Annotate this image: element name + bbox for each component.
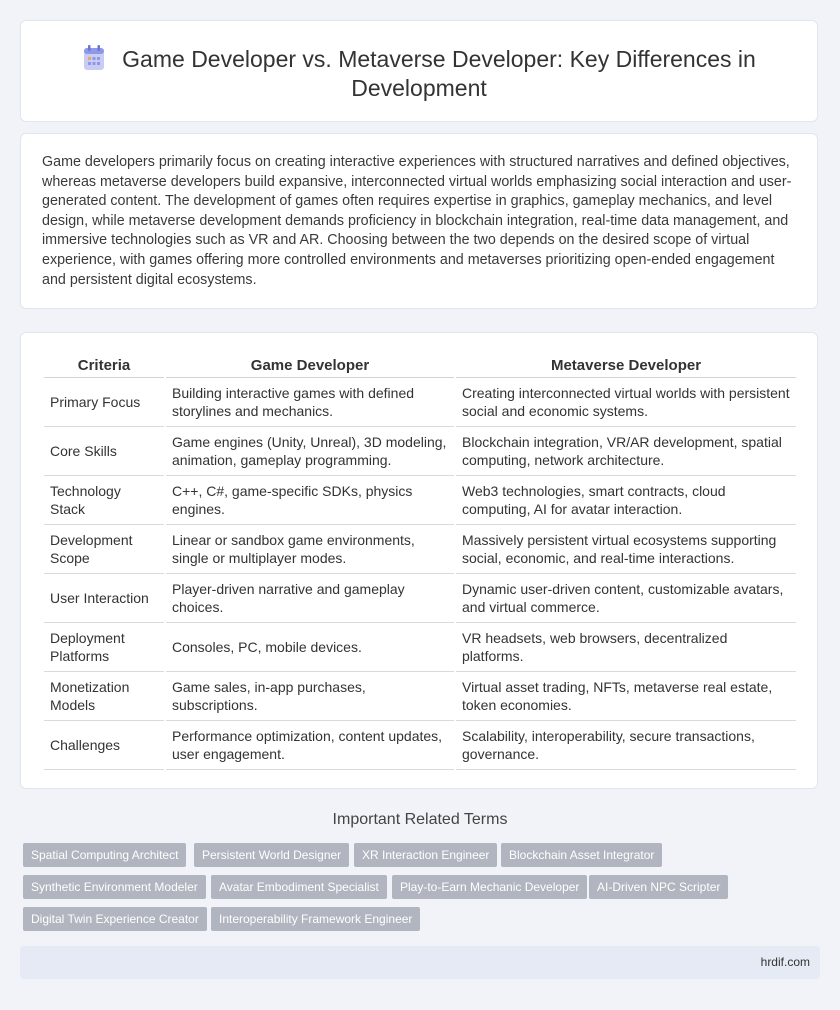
metaverse-developer-cell: Dynamic user-driven content, customizable avatars, and virtual commerce. — [456, 574, 796, 623]
criteria-cell: Primary Focus — [44, 378, 164, 427]
table-row — [44, 574, 796, 623]
related-term-tag[interactable]: Blockchain Asset Integrator — [501, 843, 662, 867]
related-term-tag[interactable]: Interoperability Framework Engineer — [211, 907, 420, 931]
metaverse-developer-cell: VR headsets, web browsers, decentralized platforms. — [456, 623, 796, 672]
related-term-tag[interactable]: Digital Twin Experience Creator — [23, 907, 207, 931]
metaverse-developer-cell: Web3 technologies, smart contracts, cloud computing, AI for avatar interaction. — [456, 476, 796, 525]
table-row — [44, 476, 796, 525]
table-header-row — [44, 352, 796, 378]
header-criteria: Criteria — [44, 352, 164, 378]
criteria-cell: User Interaction — [44, 574, 164, 623]
site-link[interactable]: hrdif.com — [760, 955, 810, 969]
summary-card — [20, 133, 818, 309]
header-game-developer: Game Developer — [166, 352, 454, 378]
criteria-cell: Technology Stack — [44, 476, 164, 525]
game-developer-cell: C++, C#, game-specific SDKs, physics engines. — [166, 476, 454, 525]
criteria-cell: Challenges — [44, 721, 164, 770]
summary-text: Game developers primarily focus on creating interactive experiences with structured narratives and defined objectives, whereas metaverse developers build expansive, interconnected virtual worlds emphasizing social interaction and user-generated content. The development of games often requires expertise in graphics, gameplay mechanics, and level design, while metaverse development demands proficiency in blockchain integration, real-time data management, and immersive technologies such as VR and AR. Choosing between the two depends on the desired scope of virtual experience, with games offering more controlled environments and metaverses prioritizing open-ended engagement and persistent digital ecosystems. — [42, 154, 792, 288]
related-term-tag[interactable]: AI-Driven NPC Scripter — [589, 875, 728, 899]
game-developer-cell: Performance optimization, content updates, user engagement. — [166, 721, 454, 770]
header-metaverse-developer: Metaverse Developer — [456, 352, 796, 378]
game-developer-cell: Linear or sandbox game environments, single or multiplayer modes. — [166, 525, 454, 574]
footer — [20, 946, 820, 979]
criteria-cell: Deployment Platforms — [44, 623, 164, 672]
game-developer-cell: Building interactive games with defined storylines and mechanics. — [166, 378, 454, 427]
table-row — [44, 672, 796, 721]
table-row — [44, 378, 796, 427]
related-term-tag[interactable]: Synthetic Environment Modeler — [23, 875, 206, 899]
table-row — [44, 427, 796, 476]
related-term-tag[interactable]: Avatar Embodiment Specialist — [211, 875, 387, 899]
related-term-tag[interactable]: XR Interaction Engineer — [354, 843, 497, 867]
game-developer-cell: Consoles, PC, mobile devices. — [166, 623, 454, 672]
criteria-cell: Development Scope — [44, 525, 164, 574]
comparison-card — [20, 332, 818, 789]
game-developer-cell: Player-driven narrative and gameplay choices. — [166, 574, 454, 623]
comparison-table — [42, 352, 798, 770]
document-icon — [82, 45, 106, 71]
table-row — [44, 721, 796, 770]
metaverse-developer-cell: Virtual asset trading, NFTs, metaverse real estate, token economies. — [456, 672, 796, 721]
page-title-text: Game Developer vs. Metaverse Developer: Key Differences in Development — [122, 46, 756, 101]
title-card — [20, 20, 818, 122]
related-term-tag[interactable]: Persistent World Designer — [194, 843, 349, 867]
game-developer-cell: Game sales, in-app purchases, subscriptions. — [166, 672, 454, 721]
game-developer-cell: Game engines (Unity, Unreal), 3D modeling, animation, gameplay programming. — [166, 427, 454, 476]
criteria-cell: Core Skills — [44, 427, 164, 476]
criteria-cell: Monetization Models — [44, 672, 164, 721]
metaverse-developer-cell: Blockchain integration, VR/AR development, spatial computing, network architecture. — [456, 427, 796, 476]
metaverse-developer-cell: Scalability, interoperability, secure transactions, governance. — [456, 721, 796, 770]
metaverse-developer-cell: Creating interconnected virtual worlds with persistent social and economic systems. — [456, 378, 796, 427]
related-term-tag[interactable]: Spatial Computing Architect — [23, 843, 186, 867]
table-row — [44, 525, 796, 574]
page-title — [21, 45, 817, 103]
related-term-tag[interactable]: Play-to-Earn Mechanic Developer — [392, 875, 587, 899]
metaverse-developer-cell: Massively persistent virtual ecosystems supporting social, economic, and real-time interactions. — [456, 525, 796, 574]
table-row — [44, 623, 796, 672]
related-terms-title: Important Related Terms — [332, 811, 508, 828]
